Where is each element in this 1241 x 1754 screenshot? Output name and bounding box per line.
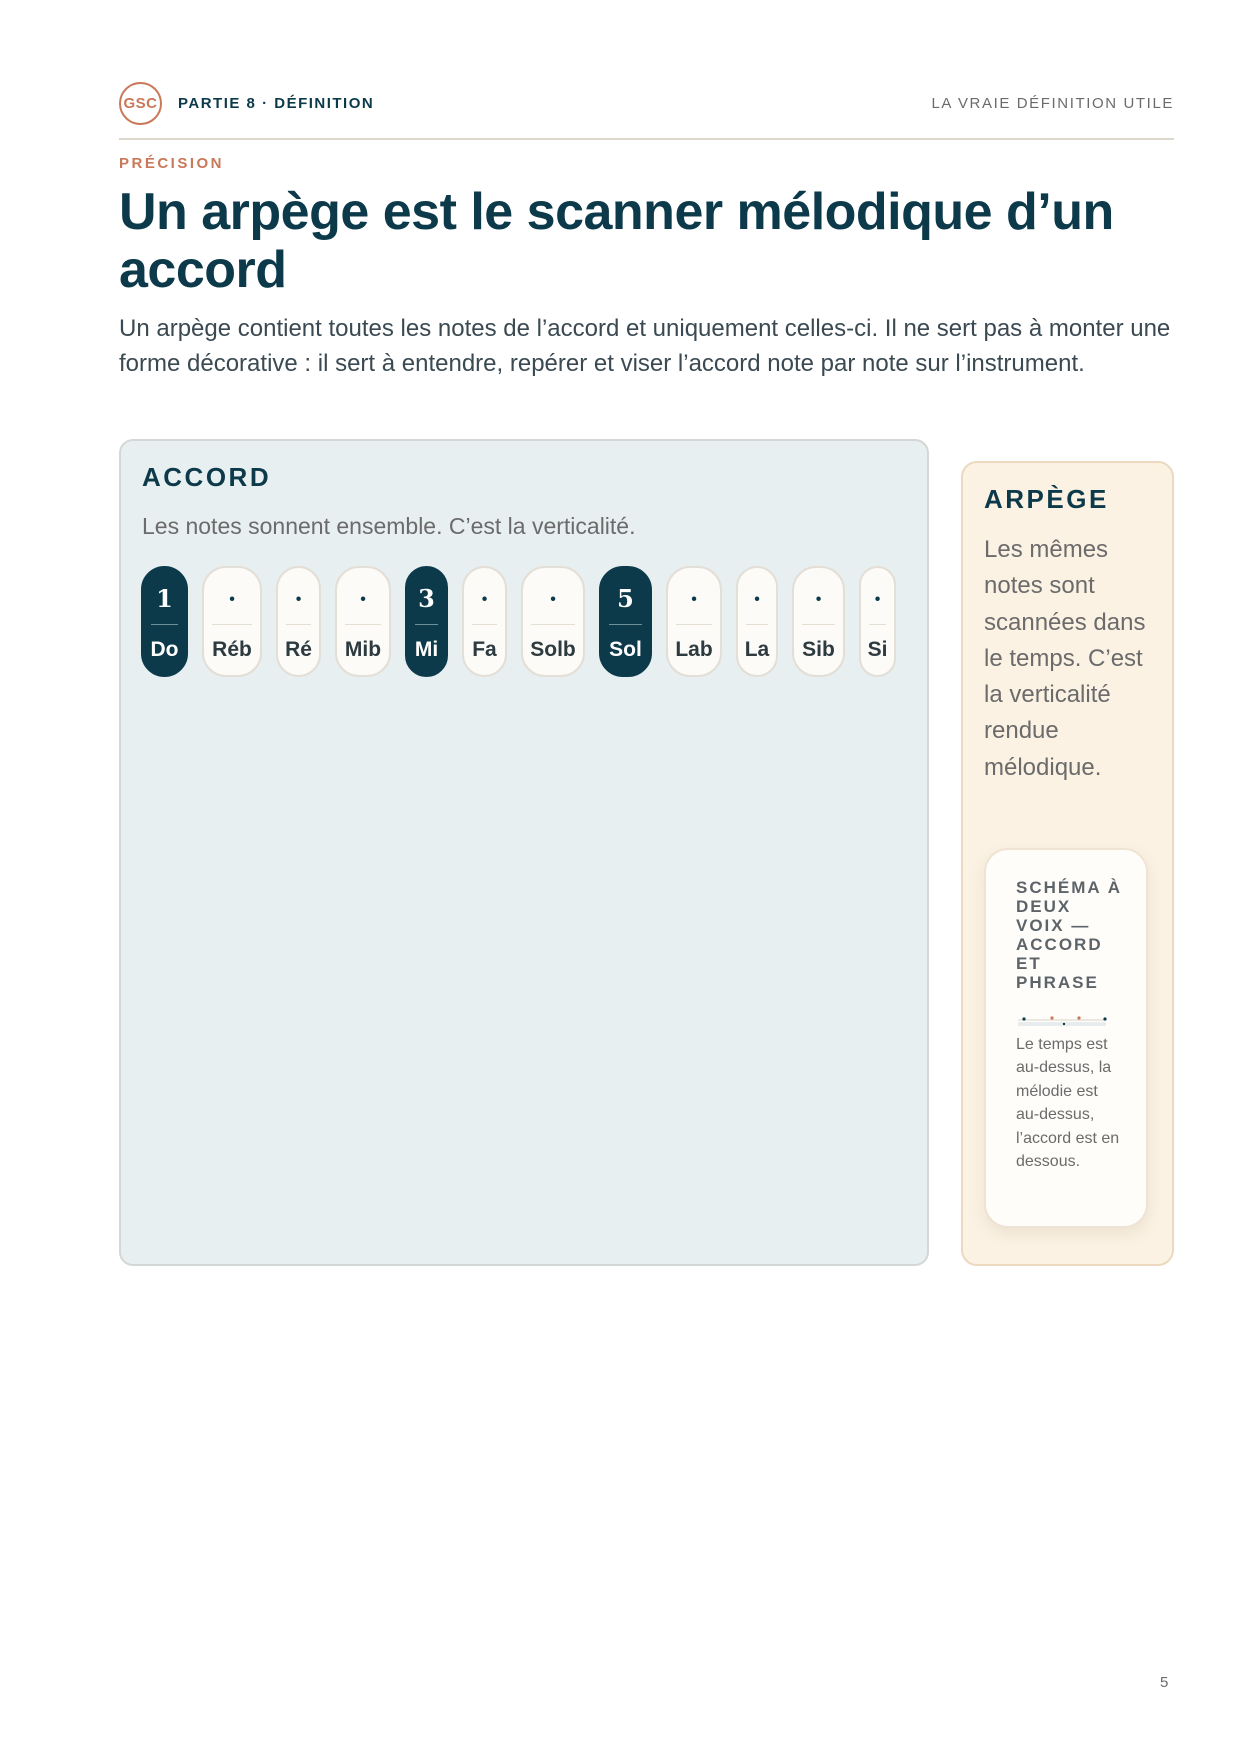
note-pill-ré bbox=[276, 566, 321, 677]
note-divider bbox=[531, 624, 575, 625]
note-divider bbox=[286, 624, 311, 625]
note-degree: · bbox=[814, 584, 823, 613]
note-divider bbox=[212, 624, 252, 625]
note-divider bbox=[802, 624, 835, 625]
note-pill-la bbox=[736, 566, 778, 677]
note-name: Si bbox=[867, 638, 888, 661]
note-degree: · bbox=[358, 584, 368, 613]
schema-caption: Le temps est au-dessus, la mélodie est au-dessus, l’accord est en dessous. bbox=[1016, 1036, 1120, 1171]
note-divider bbox=[869, 624, 886, 625]
note-divider bbox=[746, 624, 768, 625]
note-degree: 5 bbox=[617, 584, 634, 613]
running-title: LA VRAIE DÉFINITION UTILE bbox=[931, 95, 1174, 112]
accord-card bbox=[119, 439, 929, 1266]
note-name: Sol bbox=[609, 638, 642, 661]
note-pill-mi bbox=[405, 566, 448, 677]
note-name: Do bbox=[150, 638, 179, 661]
note-degree: · bbox=[689, 584, 699, 613]
lead-paragraph: Un arpège contient toutes les notes de l’accord et uniquement celles-ci. Il ne sert pas à monter une forme décorative : il sert à entendre, repérer et viser l’accord note par note sur l’instrument. bbox=[119, 315, 1171, 377]
page-header bbox=[119, 80, 1174, 140]
note-divider bbox=[609, 624, 642, 625]
note-name: Solb bbox=[530, 638, 576, 661]
note-pill-sol bbox=[599, 566, 652, 677]
kicker: PRÉCISION bbox=[119, 155, 225, 172]
note-divider bbox=[415, 624, 438, 625]
note-name: Sib bbox=[802, 638, 835, 661]
note-pill-solb bbox=[521, 566, 585, 677]
note-degree: · bbox=[227, 584, 237, 613]
note-name: Mi bbox=[414, 638, 439, 661]
note-degree: · bbox=[548, 584, 558, 613]
note-name: Réb bbox=[212, 638, 252, 661]
note-name: Ré bbox=[285, 638, 312, 661]
note-pill-réb bbox=[202, 566, 262, 677]
note-name: Mib bbox=[344, 638, 382, 661]
page-number: 5 bbox=[1160, 1674, 1169, 1691]
arpege-text: Les mêmes notes sont scannées dans le temps. C’est la verticalité rendue mélodique. bbox=[984, 536, 1146, 781]
note-name: Lab bbox=[675, 638, 713, 661]
note-degree: · bbox=[752, 584, 762, 613]
arpege-title: ARPÈGE bbox=[984, 484, 1109, 514]
note-name: Fa bbox=[472, 638, 497, 661]
note-pill-lab bbox=[666, 566, 722, 677]
note-pill-sib bbox=[792, 566, 845, 677]
note-divider bbox=[472, 624, 497, 625]
note-degree: 1 bbox=[156, 584, 173, 613]
accord-subtitle: Les notes sonnent ensemble. C’est la verticalité. bbox=[142, 513, 636, 539]
page-title: Un arpège est le scanner mélodique d’un accord bbox=[119, 183, 1114, 299]
arpege-card bbox=[961, 461, 1174, 1266]
schema-card bbox=[984, 848, 1148, 1228]
schema-title: SCHÉMA À DEUX VOIX — ACCORD ET PHRASE bbox=[1016, 878, 1123, 992]
note-degree: · bbox=[294, 584, 303, 613]
note-degree: 3 bbox=[418, 584, 435, 613]
chromatic-notes-row bbox=[141, 566, 896, 677]
two-voice-schema-icon bbox=[1016, 1014, 1108, 1028]
note-pill-fa bbox=[462, 566, 507, 677]
note-pill-si bbox=[859, 566, 896, 677]
note-degree: · bbox=[873, 584, 882, 613]
note-name: La bbox=[744, 638, 770, 661]
note-divider bbox=[676, 624, 712, 625]
note-divider bbox=[151, 624, 178, 625]
note-degree: · bbox=[480, 584, 489, 613]
note-divider bbox=[345, 624, 381, 625]
accord-title: ACCORD bbox=[142, 462, 272, 492]
note-pill-mib bbox=[335, 566, 391, 677]
section-label: PARTIE 8 · DÉFINITION bbox=[178, 95, 375, 112]
note-pill-do bbox=[141, 566, 188, 677]
gsc-logo: GSC bbox=[119, 82, 162, 125]
